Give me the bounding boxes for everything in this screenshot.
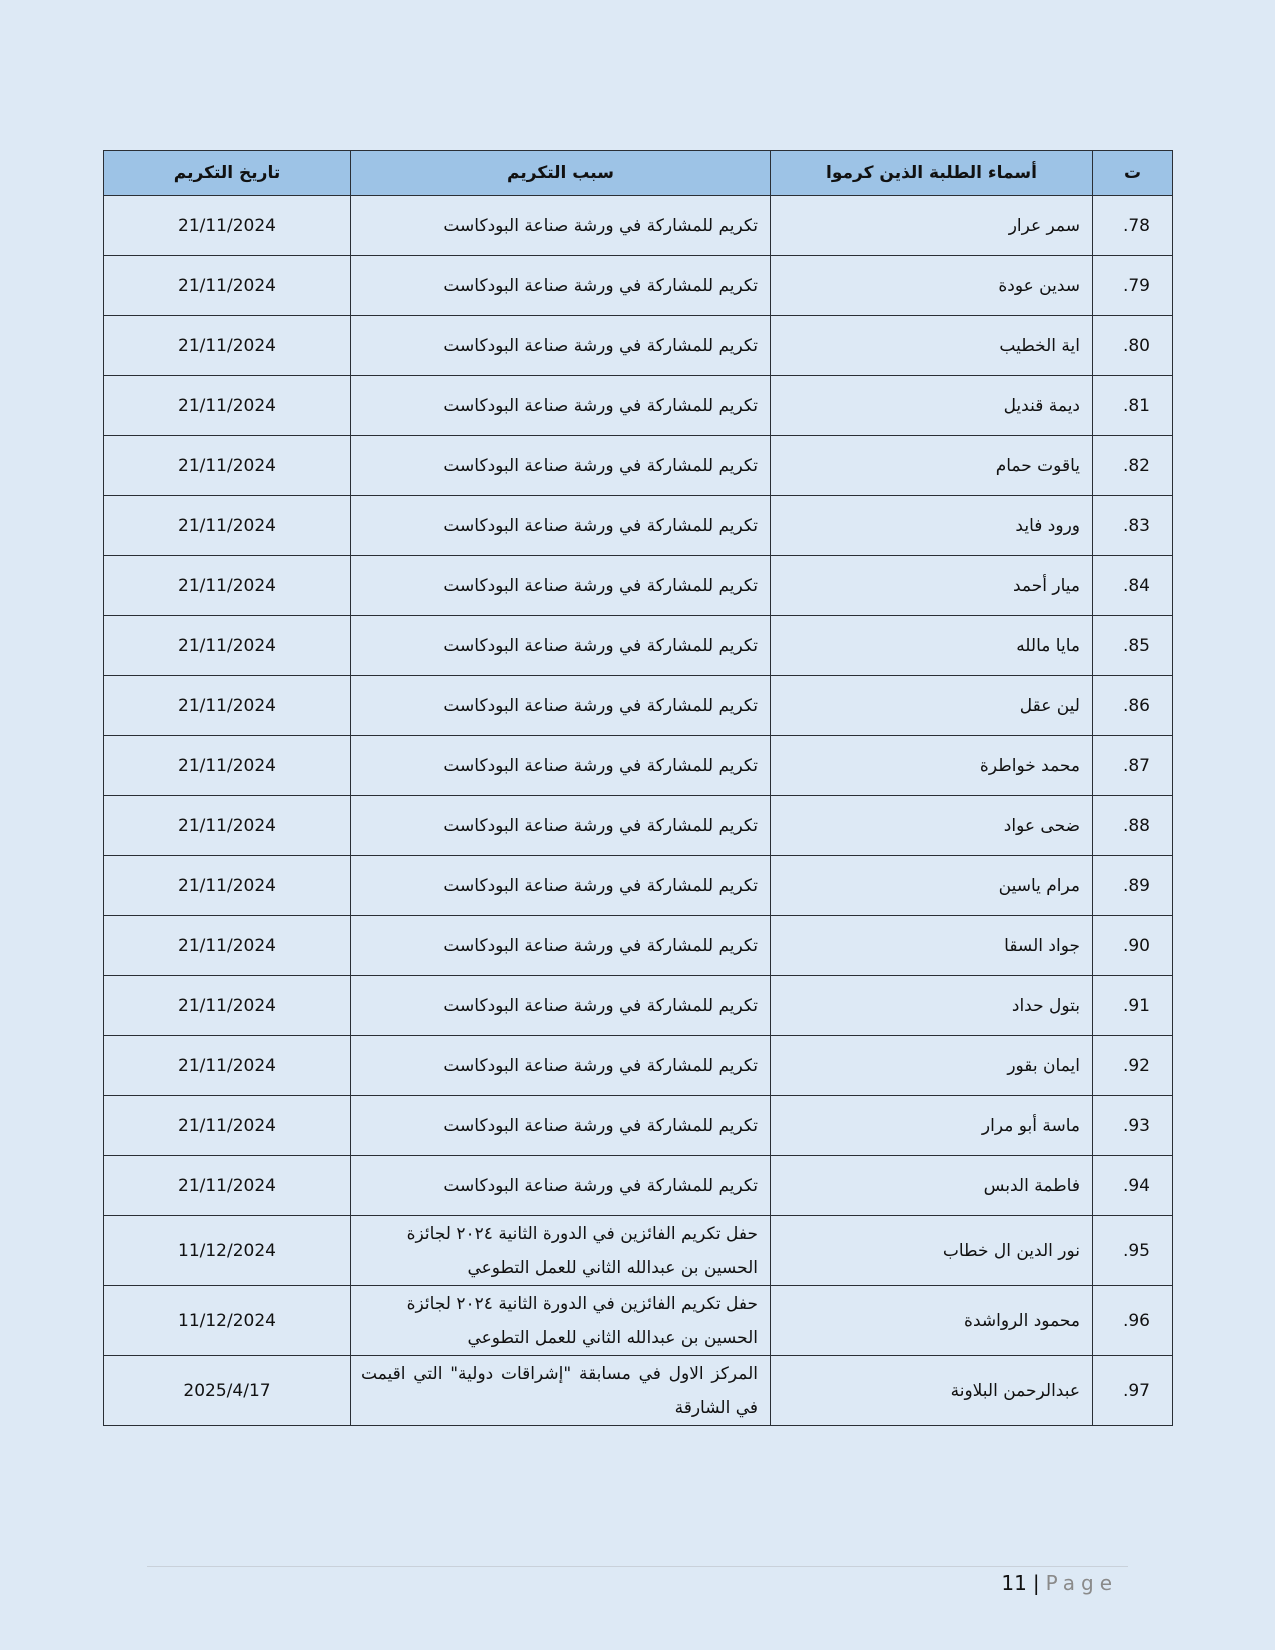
honor-date: 11/12/2024 (104, 1286, 351, 1356)
honor-reason: تكريم للمشاركة في ورشة صناعة البودكاست (351, 436, 771, 496)
table-row (104, 196, 1173, 256)
student-name: عبدالرحمن البلاونة (771, 1356, 1093, 1426)
header-number: ت (1093, 151, 1173, 196)
row-number: .96 (1093, 1286, 1173, 1356)
row-number: .81 (1093, 376, 1173, 436)
student-name: اية الخطيب (771, 316, 1093, 376)
honor-reason: تكريم للمشاركة في ورشة صناعة البودكاست (351, 316, 771, 376)
honor-date: 21/11/2024 (104, 1036, 351, 1096)
honor-reason: تكريم للمشاركة في ورشة صناعة البودكاست (351, 1156, 771, 1216)
table-row (104, 1036, 1173, 1096)
student-name: نور الدين ال خطاب (771, 1216, 1093, 1286)
honor-date: 21/11/2024 (104, 496, 351, 556)
honor-date: 21/11/2024 (104, 256, 351, 316)
row-number: .86 (1093, 676, 1173, 736)
student-name: بتول حداد (771, 976, 1093, 1036)
page-number-footer (1001, 1571, 1118, 1595)
table-row (104, 316, 1173, 376)
row-number: .84 (1093, 556, 1173, 616)
table-row (104, 556, 1173, 616)
honor-date: 21/11/2024 (104, 376, 351, 436)
student-name: سمر عرار (771, 196, 1093, 256)
table-row (104, 436, 1173, 496)
row-number: .85 (1093, 616, 1173, 676)
honor-date: 21/11/2024 (104, 316, 351, 376)
row-number: .79 (1093, 256, 1173, 316)
student-name: محمد خواطرة (771, 736, 1093, 796)
row-number: .80 (1093, 316, 1173, 376)
honor-reason: تكريم للمشاركة في ورشة صناعة البودكاست (351, 916, 771, 976)
honor-reason: حفل تكريم الفائزين في الدورة الثانية ٢٠٢٤ لجائزة الحسين بن عبدالله الثاني للعمل التطوعي (351, 1286, 771, 1356)
student-name: سدين عودة (771, 256, 1093, 316)
honor-reason: تكريم للمشاركة في ورشة صناعة البودكاست (351, 376, 771, 436)
honor-date: 21/11/2024 (104, 736, 351, 796)
honor-reason: تكريم للمشاركة في ورشة صناعة البودكاست (351, 496, 771, 556)
honor-reason: المركز الاول في مسابقة "إشراقات دولية" التي اقيمت في الشارقة (351, 1356, 771, 1426)
row-number: .92 (1093, 1036, 1173, 1096)
honor-date: 21/11/2024 (104, 436, 351, 496)
table-row (104, 856, 1173, 916)
student-name: محمود الرواشدة (771, 1286, 1093, 1356)
honor-reason: تكريم للمشاركة في ورشة صناعة البودكاست (351, 1096, 771, 1156)
table-row (104, 616, 1173, 676)
student-name: ايمان بقور (771, 1036, 1093, 1096)
page-number: 11 (1001, 1571, 1027, 1595)
honor-reason: حفل تكريم الفائزين في الدورة الثانية ٢٠٢٤ لجائزة الحسين بن عبدالله الثاني للعمل التطوعي (351, 1216, 771, 1286)
row-number: .93 (1093, 1096, 1173, 1156)
honor-date: 21/11/2024 (104, 556, 351, 616)
honor-reason: تكريم للمشاركة في ورشة صناعة البودكاست (351, 256, 771, 316)
table-row (104, 1096, 1173, 1156)
row-number: .94 (1093, 1156, 1173, 1216)
honor-date: 21/11/2024 (104, 976, 351, 1036)
student-name: مايا مالله (771, 616, 1093, 676)
table-row (104, 1356, 1173, 1426)
student-name: فاطمة الدبس (771, 1156, 1093, 1216)
row-number: .95 (1093, 1216, 1173, 1286)
honor-reason: تكريم للمشاركة في ورشة صناعة البودكاست (351, 976, 771, 1036)
honor-reason: تكريم للمشاركة في ورشة صناعة البودكاست (351, 196, 771, 256)
page-label: Page (1045, 1571, 1118, 1595)
honor-date: 21/11/2024 (104, 196, 351, 256)
honor-reason: تكريم للمشاركة في ورشة صناعة البودكاست (351, 676, 771, 736)
row-number: .97 (1093, 1356, 1173, 1426)
student-name: ورود فايد (771, 496, 1093, 556)
student-name: جواد السقا (771, 916, 1093, 976)
honor-reason: تكريم للمشاركة في ورشة صناعة البودكاست (351, 856, 771, 916)
honor-reason: تكريم للمشاركة في ورشة صناعة البودكاست (351, 1036, 771, 1096)
table-header-row (104, 151, 1173, 196)
row-number: .90 (1093, 916, 1173, 976)
student-name: ماسة أبو مرار (771, 1096, 1093, 1156)
row-number: .88 (1093, 796, 1173, 856)
table-row (104, 256, 1173, 316)
page-separator: | (1032, 1571, 1040, 1595)
table-row (104, 1216, 1173, 1286)
footer-divider (147, 1566, 1128, 1567)
honor-date: 21/11/2024 (104, 1096, 351, 1156)
student-name: ضحى عواد (771, 796, 1093, 856)
row-number: .87 (1093, 736, 1173, 796)
header-honor-date: تاريخ التكريم (104, 151, 351, 196)
honor-reason: تكريم للمشاركة في ورشة صناعة البودكاست (351, 796, 771, 856)
table-row (104, 496, 1173, 556)
table-row (104, 676, 1173, 736)
honor-reason: تكريم للمشاركة في ورشة صناعة البودكاست (351, 736, 771, 796)
honor-reason: تكريم للمشاركة في ورشة صناعة البودكاست (351, 556, 771, 616)
honor-date: 21/11/2024 (104, 676, 351, 736)
row-number: .91 (1093, 976, 1173, 1036)
student-name: ديمة قنديل (771, 376, 1093, 436)
honor-date: 2025/4/17 (104, 1356, 351, 1426)
row-number: .89 (1093, 856, 1173, 916)
student-name: لين عقل (771, 676, 1093, 736)
honor-date: 21/11/2024 (104, 856, 351, 916)
header-student-names: أسماء الطلبة الذين كرموا (771, 151, 1093, 196)
honor-date: 21/11/2024 (104, 796, 351, 856)
student-name: ميار أحمد (771, 556, 1093, 616)
student-name: مرام ياسين (771, 856, 1093, 916)
row-number: .83 (1093, 496, 1173, 556)
honor-date: 21/11/2024 (104, 1156, 351, 1216)
row-number: .82 (1093, 436, 1173, 496)
honor-date: 21/11/2024 (104, 616, 351, 676)
honor-date: 21/11/2024 (104, 916, 351, 976)
honorees-table (103, 150, 1173, 1426)
row-number: .78 (1093, 196, 1173, 256)
table-row (104, 376, 1173, 436)
table-row (104, 976, 1173, 1036)
table-row (104, 1286, 1173, 1356)
honor-date: 11/12/2024 (104, 1216, 351, 1286)
table-row (104, 796, 1173, 856)
honor-reason: تكريم للمشاركة في ورشة صناعة البودكاست (351, 616, 771, 676)
table-row (104, 916, 1173, 976)
student-name: ياقوت حمام (771, 436, 1093, 496)
table-row (104, 1156, 1173, 1216)
header-honor-reason: سبب التكريم (351, 151, 771, 196)
table-row (104, 736, 1173, 796)
